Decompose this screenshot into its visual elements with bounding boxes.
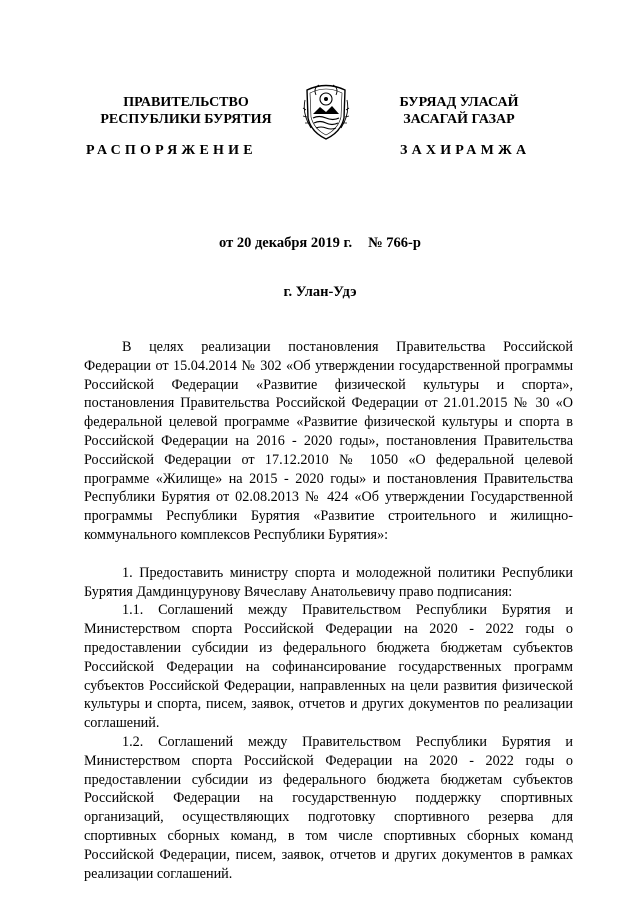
coat-of-arms-icon — [301, 78, 351, 142]
left-org-header — [96, 94, 276, 128]
clause-1: 1. Предоставить министру спорта и молодежной политики Республики Бурятия Дамдинцурунову Вячеславу Анатольевичу право подписания: — [84, 564, 573, 600]
doc-type-buryat: ЗАХИРАМЖА — [400, 143, 531, 158]
clause-1-1: 1.1. Соглашений между Правительством Республики Бурятия и Министерством спорта Российской Федерации на 2020 - 2022 годы о предоставлении субсидии из федерального бюджета бюджетам субъектов Российской Федерации на софинансирование государственных программ субъектов Российской Федерации, направленных на цели развития физической культуры и спорта, писем, заявок, отчетов и других документов по реализации соглашений. — [84, 602, 573, 732]
left-org-line2: РЕСПУБЛИКИ БУРЯТИЯ — [100, 112, 272, 127]
document-number: № 766-р — [368, 235, 421, 251]
left-org-line1: ПРАВИТЕЛЬСТВО — [123, 95, 249, 110]
date-line — [0, 235, 640, 252]
document-date: от 20 декабря 2019 г. — [219, 235, 353, 251]
clause-1-2: 1.2. Соглашений между Правительством Республики Бурятия и Министерством спорта Российской Федерации на 2020 - 2022 годы о предоставлении субсидии из федерального бюджета бюджетам субъектов Российской Федерации на государственную поддержку спортивных организаций, осуществляющих подготовку спортивного резерва для спортивных сборных команд, в том числе спортивных сборных команд Российской Федерации, писем, заявок, отчетов и других документов в рамках реализации соглашений. — [84, 733, 573, 882]
preamble-paragraph: В целях реализации постановления Правительства Российской Федерации от 15.04.2014 № 302 «Об утверждении государственной программы Российской Федерации «Развитие физической культуры и спорта», постановления Правительства Российской Федерации от 21.01.2015 № 30 «О федеральной целевой программе «Развитие физической культуры и спорта в Российской Федерации на 2016 - 2020 годы», постановления Правительства Российской Федерации от 17.12.2010 № 1050 «О федеральной целевой программе «Жилище» на 2015 - 2020 годы» и постановления Правительства Республики Бурятия от 02.08.2013 № 424 «Об утверждении Государственной программы Республики Бурятия «Развитие строительного и жилищно-коммунального комплексов Республики Бурятия»: — [84, 339, 573, 543]
right-org-line2: ЗАСАГАЙ ГАЗАР — [403, 112, 515, 127]
city: г. Улан-Удэ — [283, 284, 357, 300]
right-org-header — [374, 94, 544, 128]
right-org-line1: БУРЯАД УЛАСАЙ — [399, 95, 519, 110]
doc-type-russian: РАСПОРЯЖЕНИЕ — [86, 143, 257, 158]
document-body — [84, 338, 573, 883]
